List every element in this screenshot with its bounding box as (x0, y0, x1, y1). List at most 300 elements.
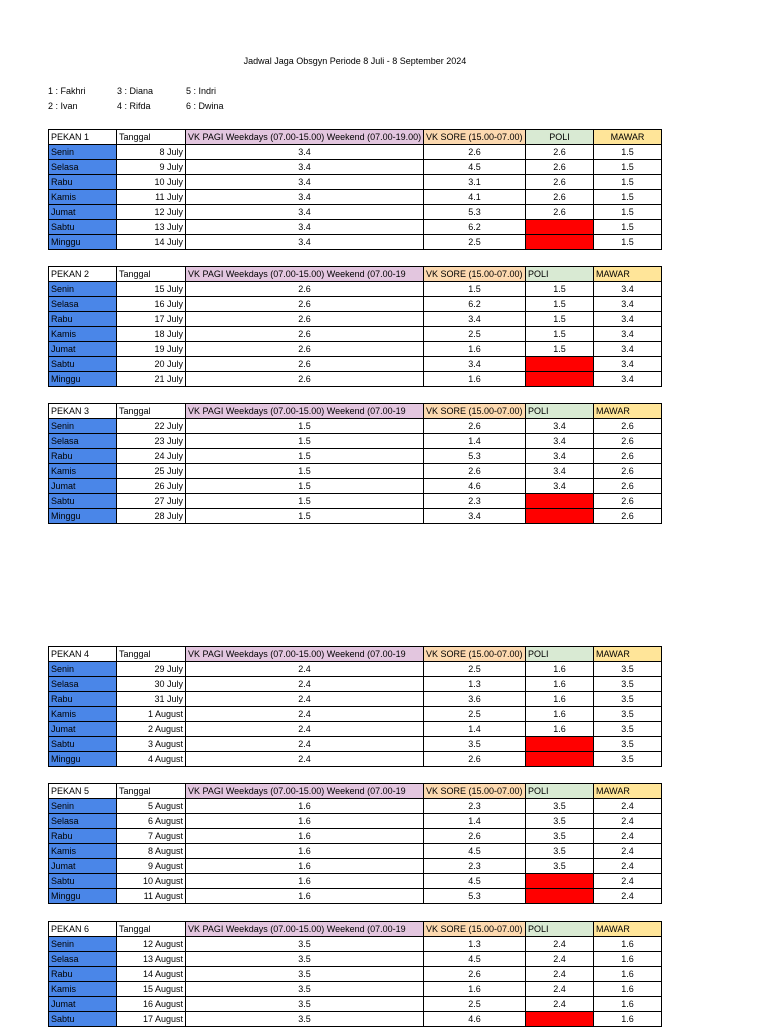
vk-pagi-cell: 1.6 (186, 859, 424, 874)
vk-pagi-cell: 3.4 (186, 235, 424, 250)
table-row (49, 677, 662, 692)
vk-pagi-cell: 2.4 (186, 707, 424, 722)
table-row (49, 967, 662, 982)
vk-pagi-cell: 3.4 (186, 160, 424, 175)
vk-sore-column-header: VK SORE (15.00-07.00) (424, 130, 526, 145)
vk-sore-cell: 1.6 (424, 982, 526, 997)
vk-sore-cell: 3.4 (424, 312, 526, 327)
date-cell: 8 August (117, 844, 186, 859)
vk-pagi-cell: 1.5 (186, 509, 424, 524)
vk-sore-cell: 1.5 (424, 282, 526, 297)
day-cell: Selasa (49, 297, 117, 312)
mawar-cell: 2.4 (594, 829, 662, 844)
date-cell: 16 August (117, 997, 186, 1012)
vk-pagi-column-header: VK PAGI Weekdays (07.00-15.00) Weekend (07.00-19 (186, 267, 424, 282)
vk-sore-cell: 1.3 (424, 937, 526, 952)
vk-sore-cell: 3.4 (424, 357, 526, 372)
day-cell: Senin (49, 145, 117, 160)
table-row (49, 282, 662, 297)
table-row (49, 982, 662, 997)
table-row (49, 372, 662, 387)
date-cell: 5 August (117, 799, 186, 814)
vk-sore-cell: 2.5 (424, 997, 526, 1012)
week-table (48, 921, 662, 1027)
day-cell: Jumat (49, 859, 117, 874)
poli-column-header: POLI (526, 267, 594, 282)
table-row (49, 175, 662, 190)
day-cell: Rabu (49, 967, 117, 982)
vk-pagi-cell: 2.6 (186, 372, 424, 387)
date-cell: 26 July (117, 479, 186, 494)
date-cell: 14 August (117, 967, 186, 982)
table-row (49, 434, 662, 449)
poli-cell: 2.6 (526, 145, 594, 160)
table-row (49, 357, 662, 372)
vk-sore-cell: 4.6 (424, 479, 526, 494)
day-cell: Kamis (49, 327, 117, 342)
legend-item: 4 : Rifda (117, 101, 151, 111)
mawar-cell: 1.6 (594, 1012, 662, 1027)
vk-sore-cell: 4.1 (424, 190, 526, 205)
mawar-column-header: MAWAR (594, 404, 662, 419)
legend-column-2 (117, 84, 153, 114)
week-header-row (49, 784, 662, 799)
day-cell: Senin (49, 419, 117, 434)
day-cell: Senin (49, 282, 117, 297)
poli-cell: 2.4 (526, 937, 594, 952)
mawar-cell: 3.4 (594, 282, 662, 297)
day-cell: Minggu (49, 235, 117, 250)
vk-pagi-cell: 2.6 (186, 327, 424, 342)
poli-cell: 3.4 (526, 464, 594, 479)
table-row (49, 235, 662, 250)
vk-pagi-cell: 1.6 (186, 889, 424, 904)
week-table (48, 266, 662, 387)
day-cell: Sabtu (49, 220, 117, 235)
table-row (49, 464, 662, 479)
vk-sore-cell: 5.3 (424, 889, 526, 904)
day-cell: Senin (49, 799, 117, 814)
vk-pagi-cell: 1.5 (186, 449, 424, 464)
day-cell: Kamis (49, 707, 117, 722)
week-header-row (49, 922, 662, 937)
day-cell: Selasa (49, 952, 117, 967)
vk-pagi-cell: 2.6 (186, 342, 424, 357)
day-cell: Kamis (49, 844, 117, 859)
poli-column-header: POLI (526, 404, 594, 419)
vk-sore-cell: 2.6 (424, 829, 526, 844)
day-cell: Selasa (49, 434, 117, 449)
date-cell: 2 August (117, 722, 186, 737)
poli-cell: 1.6 (526, 677, 594, 692)
table-row (49, 874, 662, 889)
poli-column-header: POLI (526, 130, 594, 145)
vk-sore-cell: 5.3 (424, 205, 526, 220)
date-cell: 11 August (117, 889, 186, 904)
mawar-cell: 3.5 (594, 677, 662, 692)
day-cell: Kamis (49, 982, 117, 997)
day-cell: Jumat (49, 205, 117, 220)
table-row (49, 752, 662, 767)
vk-pagi-cell: 3.5 (186, 967, 424, 982)
vk-pagi-cell: 3.5 (186, 952, 424, 967)
date-cell: 12 July (117, 205, 186, 220)
vk-pagi-cell: 1.6 (186, 814, 424, 829)
table-row (49, 205, 662, 220)
table-row (49, 997, 662, 1012)
poli-cell: 3.5 (526, 859, 594, 874)
date-cell: 15 July (117, 282, 186, 297)
vk-sore-cell: 3.6 (424, 692, 526, 707)
poli-cell: 1.5 (526, 282, 594, 297)
poli-cell: 2.4 (526, 997, 594, 1012)
vk-pagi-column-header: VK PAGI Weekdays (07.00-15.00) Weekend (07.00-19.00) (186, 130, 424, 145)
vk-pagi-cell: 1.6 (186, 874, 424, 889)
poli-cell: 2.6 (526, 175, 594, 190)
day-cell: Selasa (49, 677, 117, 692)
table-row (49, 479, 662, 494)
poli-cell: 2.6 (526, 160, 594, 175)
week-table (48, 646, 662, 767)
vk-sore-cell: 2.3 (424, 859, 526, 874)
mawar-cell: 3.5 (594, 662, 662, 677)
poli-cell: 3.5 (526, 829, 594, 844)
mawar-cell: 1.5 (594, 205, 662, 220)
day-cell: Rabu (49, 312, 117, 327)
table-row (49, 190, 662, 205)
week-label: PEKAN 5 (49, 784, 117, 799)
table-row (49, 722, 662, 737)
poli-cell: 1.6 (526, 692, 594, 707)
poli-cell: 3.5 (526, 844, 594, 859)
table-row (49, 844, 662, 859)
table-row (49, 707, 662, 722)
table-row (49, 799, 662, 814)
vk-pagi-cell: 1.5 (186, 419, 424, 434)
vk-pagi-cell: 3.4 (186, 220, 424, 235)
date-cell: 6 August (117, 814, 186, 829)
poli-closed-cell (526, 737, 594, 752)
poli-cell: 2.4 (526, 982, 594, 997)
vk-pagi-cell: 2.4 (186, 662, 424, 677)
vk-sore-cell: 2.3 (424, 494, 526, 509)
date-cell: 15 August (117, 982, 186, 997)
week-label: PEKAN 3 (49, 404, 117, 419)
vk-pagi-cell: 3.5 (186, 1012, 424, 1027)
vk-sore-cell: 4.5 (424, 874, 526, 889)
table-row (49, 692, 662, 707)
week-table (48, 129, 662, 250)
day-cell: Jumat (49, 342, 117, 357)
vk-pagi-cell: 1.6 (186, 844, 424, 859)
mawar-cell: 2.6 (594, 479, 662, 494)
mawar-cell: 2.4 (594, 844, 662, 859)
mawar-cell: 3.4 (594, 327, 662, 342)
vk-sore-cell: 2.6 (424, 752, 526, 767)
poli-cell: 1.6 (526, 722, 594, 737)
mawar-column-header: MAWAR (594, 647, 662, 662)
legend-item: 6 : Dwina (186, 101, 224, 111)
date-cell: 10 August (117, 874, 186, 889)
mawar-cell: 2.4 (594, 889, 662, 904)
vk-pagi-cell: 3.4 (186, 145, 424, 160)
table-row (49, 952, 662, 967)
table-row (49, 419, 662, 434)
vk-sore-cell: 3.1 (424, 175, 526, 190)
poli-cell: 1.5 (526, 312, 594, 327)
date-cell: 10 July (117, 175, 186, 190)
date-cell: 16 July (117, 297, 186, 312)
day-cell: Minggu (49, 509, 117, 524)
table-row (49, 859, 662, 874)
vk-sore-cell: 2.3 (424, 799, 526, 814)
vk-sore-cell: 3.4 (424, 509, 526, 524)
week-header-row (49, 267, 662, 282)
poli-cell: 2.4 (526, 967, 594, 982)
mawar-cell: 1.6 (594, 967, 662, 982)
table-row (49, 889, 662, 904)
day-cell: Selasa (49, 814, 117, 829)
mawar-cell: 1.5 (594, 145, 662, 160)
vk-sore-cell: 2.6 (424, 464, 526, 479)
poli-cell: 1.6 (526, 662, 594, 677)
vk-pagi-cell: 2.6 (186, 357, 424, 372)
mawar-cell: 1.6 (594, 982, 662, 997)
poli-cell: 1.5 (526, 297, 594, 312)
vk-sore-cell: 2.5 (424, 235, 526, 250)
table-row (49, 509, 662, 524)
date-cell: 3 August (117, 737, 186, 752)
day-cell: Sabtu (49, 494, 117, 509)
table-row (49, 342, 662, 357)
day-cell: Rabu (49, 829, 117, 844)
mawar-cell: 1.5 (594, 235, 662, 250)
mawar-cell: 2.4 (594, 814, 662, 829)
legend-column-1 (48, 84, 86, 114)
date-cell: 13 August (117, 952, 186, 967)
week-label: PEKAN 1 (49, 130, 117, 145)
week-label: PEKAN 2 (49, 267, 117, 282)
day-cell: Kamis (49, 190, 117, 205)
poli-closed-cell (526, 874, 594, 889)
vk-sore-cell: 2.5 (424, 707, 526, 722)
date-cell: 20 July (117, 357, 186, 372)
table-row (49, 737, 662, 752)
week-header-row (49, 130, 662, 145)
poli-column-header: POLI (526, 922, 594, 937)
table-row (49, 327, 662, 342)
mawar-cell: 3.5 (594, 737, 662, 752)
poli-closed-cell (526, 752, 594, 767)
vk-sore-cell: 2.5 (424, 662, 526, 677)
week-header-row (49, 404, 662, 419)
mawar-cell: 1.6 (594, 952, 662, 967)
vk-sore-column-header: VK SORE (15.00-07.00) (424, 784, 526, 799)
mawar-cell: 3.4 (594, 342, 662, 357)
mawar-cell: 3.5 (594, 707, 662, 722)
poli-cell: 1.5 (526, 327, 594, 342)
date-cell: 27 July (117, 494, 186, 509)
date-cell: 29 July (117, 662, 186, 677)
mawar-cell: 1.6 (594, 997, 662, 1012)
poli-cell: 3.4 (526, 479, 594, 494)
vk-pagi-column-header: VK PAGI Weekdays (07.00-15.00) Weekend (07.00-19 (186, 784, 424, 799)
legend-column-3 (186, 84, 224, 114)
table-row (49, 494, 662, 509)
vk-sore-cell: 4.5 (424, 952, 526, 967)
mawar-cell: 2.6 (594, 419, 662, 434)
day-cell: Jumat (49, 722, 117, 737)
vk-sore-cell: 2.5 (424, 327, 526, 342)
mawar-column-header: MAWAR (594, 922, 662, 937)
date-cell: 28 July (117, 509, 186, 524)
vk-pagi-cell: 2.4 (186, 692, 424, 707)
poli-cell: 2.6 (526, 190, 594, 205)
table-row (49, 297, 662, 312)
vk-sore-cell: 2.6 (424, 967, 526, 982)
table-row (49, 449, 662, 464)
date-column-header: Tanggal (117, 404, 186, 419)
date-cell: 19 July (117, 342, 186, 357)
poli-cell: 1.6 (526, 707, 594, 722)
vk-sore-cell: 1.6 (424, 372, 526, 387)
table-row (49, 937, 662, 952)
vk-pagi-cell: 1.5 (186, 494, 424, 509)
vk-pagi-cell: 2.6 (186, 282, 424, 297)
vk-pagi-cell: 2.6 (186, 312, 424, 327)
mawar-cell: 2.6 (594, 464, 662, 479)
poli-cell: 3.4 (526, 434, 594, 449)
day-cell: Sabtu (49, 874, 117, 889)
mawar-column-header: MAWAR (594, 130, 662, 145)
vk-sore-cell: 4.5 (424, 844, 526, 859)
poli-cell: 1.5 (526, 342, 594, 357)
mawar-cell: 2.4 (594, 799, 662, 814)
date-column-header: Tanggal (117, 922, 186, 937)
table-row (49, 662, 662, 677)
poli-cell: 3.5 (526, 799, 594, 814)
legend-item: 3 : Diana (117, 86, 154, 96)
date-column-header: Tanggal (117, 267, 186, 282)
week-table (48, 783, 662, 904)
mawar-cell: 2.6 (594, 494, 662, 509)
mawar-cell: 2.6 (594, 434, 662, 449)
vk-pagi-cell: 3.4 (186, 190, 424, 205)
week-table (48, 403, 662, 524)
mawar-cell: 3.4 (594, 297, 662, 312)
vk-sore-cell: 6.2 (424, 220, 526, 235)
vk-pagi-cell: 3.5 (186, 997, 424, 1012)
date-cell: 9 August (117, 859, 186, 874)
vk-pagi-column-header: VK PAGI Weekdays (07.00-15.00) Weekend (07.00-19 (186, 922, 424, 937)
day-cell: Jumat (49, 479, 117, 494)
date-cell: 7 August (117, 829, 186, 844)
date-cell: 9 July (117, 160, 186, 175)
date-cell: 14 July (117, 235, 186, 250)
date-cell: 21 July (117, 372, 186, 387)
vk-sore-cell: 6.2 (424, 297, 526, 312)
poli-closed-cell (526, 1012, 594, 1027)
date-cell: 11 July (117, 190, 186, 205)
poli-closed-cell (526, 220, 594, 235)
vk-sore-cell: 4.5 (424, 160, 526, 175)
mawar-cell: 1.6 (594, 937, 662, 952)
vk-pagi-cell: 1.5 (186, 464, 424, 479)
mawar-cell: 2.4 (594, 874, 662, 889)
date-cell: 18 July (117, 327, 186, 342)
vk-sore-cell: 1.4 (424, 434, 526, 449)
day-cell: Jumat (49, 997, 117, 1012)
day-cell: Sabtu (49, 357, 117, 372)
date-cell: 31 July (117, 692, 186, 707)
day-cell: Kamis (49, 464, 117, 479)
poli-cell: 3.4 (526, 419, 594, 434)
date-cell: 22 July (117, 419, 186, 434)
vk-pagi-cell: 1.5 (186, 479, 424, 494)
vk-pagi-cell: 2.4 (186, 752, 424, 767)
mawar-cell: 3.5 (594, 752, 662, 767)
mawar-cell: 2.6 (594, 509, 662, 524)
vk-pagi-cell: 2.4 (186, 722, 424, 737)
page-title: Jadwal Jaga Obsgyn Periode 8 Juli - 8 September 2024 (243, 56, 467, 66)
poli-column-header: POLI (526, 647, 594, 662)
day-cell: Senin (49, 937, 117, 952)
poli-closed-cell (526, 509, 594, 524)
day-cell: Minggu (49, 752, 117, 767)
day-cell: Minggu (49, 889, 117, 904)
vk-pagi-column-header: VK PAGI Weekdays (07.00-15.00) Weekend (07.00-19 (186, 647, 424, 662)
day-cell: Minggu (49, 372, 117, 387)
vk-pagi-cell: 3.5 (186, 982, 424, 997)
mawar-cell: 1.5 (594, 190, 662, 205)
mawar-column-header: MAWAR (594, 784, 662, 799)
date-cell: 13 July (117, 220, 186, 235)
table-row (49, 145, 662, 160)
mawar-cell: 3.4 (594, 357, 662, 372)
date-cell: 4 August (117, 752, 186, 767)
week-label: PEKAN 6 (49, 922, 117, 937)
mawar-cell: 2.6 (594, 449, 662, 464)
day-cell: Senin (49, 662, 117, 677)
poli-closed-cell (526, 372, 594, 387)
vk-sore-cell: 1.4 (424, 814, 526, 829)
table-row (49, 312, 662, 327)
poli-closed-cell (526, 235, 594, 250)
date-cell: 17 July (117, 312, 186, 327)
vk-pagi-cell: 3.4 (186, 175, 424, 190)
day-cell: Rabu (49, 692, 117, 707)
mawar-cell: 1.5 (594, 175, 662, 190)
vk-sore-cell: 3.5 (424, 737, 526, 752)
mawar-cell: 3.5 (594, 722, 662, 737)
vk-pagi-column-header: VK PAGI Weekdays (07.00-15.00) Weekend (07.00-19 (186, 404, 424, 419)
poli-closed-cell (526, 357, 594, 372)
table-row (49, 1012, 662, 1027)
day-cell: Rabu (49, 175, 117, 190)
vk-pagi-cell: 1.6 (186, 829, 424, 844)
vk-sore-column-header: VK SORE (15.00-07.00) (424, 267, 526, 282)
vk-sore-column-header: VK SORE (15.00-07.00) (424, 404, 526, 419)
vk-pagi-cell: 2.4 (186, 737, 424, 752)
date-cell: 17 August (117, 1012, 186, 1027)
date-cell: 12 August (117, 937, 186, 952)
date-cell: 8 July (117, 145, 186, 160)
vk-sore-column-header: VK SORE (15.00-07.00) (424, 647, 526, 662)
date-cell: 23 July (117, 434, 186, 449)
date-cell: 25 July (117, 464, 186, 479)
date-column-header: Tanggal (117, 130, 186, 145)
date-cell: 1 August (117, 707, 186, 722)
